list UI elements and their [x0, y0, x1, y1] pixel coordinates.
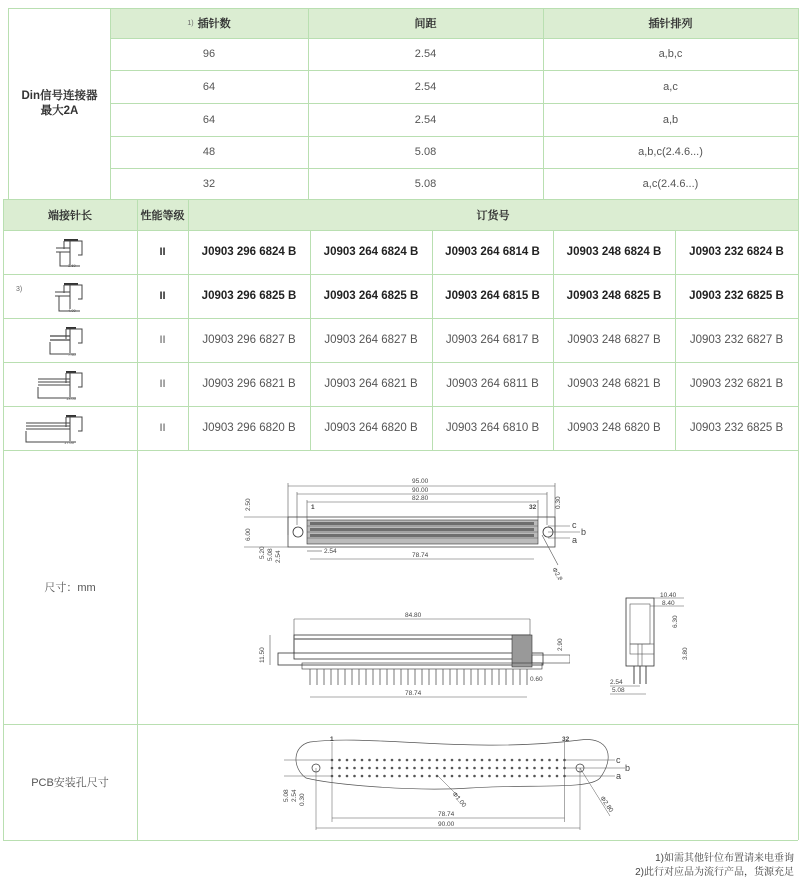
order-code[interactable]: J0903 264 6810 B: [445, 422, 540, 434]
arrangement-cell: a,c(2.4.6...): [642, 177, 699, 190]
order-code[interactable]: J0903 264 6827 B: [324, 334, 418, 346]
connector-end-view-icon: [600, 588, 700, 698]
order-code[interactable]: J0903 264 6811 B: [446, 378, 539, 390]
svg-text:4.00: 4.00: [68, 308, 76, 313]
pitch-cell: 2.54: [414, 80, 437, 93]
performance-class: II: [159, 378, 166, 390]
svg-text:11.50: 11.50: [259, 647, 266, 663]
order-code[interactable]: J0903 264 6821 B: [324, 378, 418, 390]
order-code[interactable]: J0903 264 6817 B: [445, 334, 540, 346]
order-code[interactable]: J0903 232 6825 B: [689, 422, 784, 434]
svg-text:90.00: 90.00: [412, 487, 429, 494]
footnote-ref-3: 3): [16, 286, 23, 293]
order-code[interactable]: J0903 248 6825 B: [566, 290, 662, 302]
performance-class: II: [159, 290, 166, 302]
pin-length-diagram: [50, 280, 100, 314]
connector-type-label: [9, 8, 110, 199]
pin-count-cell: 32: [202, 177, 216, 190]
pcb-hole-layout-icon: [270, 728, 640, 836]
svg-text:78.74: 78.74: [438, 811, 455, 818]
dimensions-label: 尺寸：mm: [44, 582, 96, 594]
pin-count-cell: 64: [202, 80, 216, 93]
svg-text:1: 1: [311, 504, 315, 511]
svg-text:2.54: 2.54: [324, 548, 337, 555]
order-code[interactable]: J0903 296 6827 B: [202, 334, 296, 346]
arrangement-cell: a,b,c(2.4.6...): [638, 146, 703, 158]
footnote-2: 2)此行对应品为流行产品，货源充足: [635, 867, 794, 878]
svg-text:6.00: 6.00: [245, 528, 252, 541]
header-performance-class: 性能等级: [140, 209, 185, 222]
order-code[interactable]: J0903 248 6827 B: [567, 334, 661, 346]
pitch-cell: 2.54: [414, 48, 437, 60]
pcb-label: PCB安装孔尺寸: [31, 777, 109, 789]
arrangement-cell: a,b: [662, 113, 679, 126]
svg-text:17.00: 17.00: [64, 440, 75, 445]
svg-text:2.54: 2.54: [291, 789, 298, 802]
pin-length-diagram: [46, 324, 100, 358]
side-view-drawing: [250, 605, 570, 705]
order-code[interactable]: J0903 296 6825 B: [201, 290, 297, 302]
svg-text:2.50: 2.50: [245, 498, 252, 511]
svg-text:82.80: 82.80: [412, 495, 429, 502]
svg-text:32: 32: [562, 736, 570, 743]
svg-text:0.30: 0.30: [299, 793, 306, 806]
svg-text:3.60: 3.60: [68, 263, 76, 268]
order-code[interactable]: J0903 264 6820 B: [324, 422, 418, 434]
order-code[interactable]: J0903 232 6825 B: [689, 290, 784, 302]
performance-class: II: [159, 422, 166, 434]
pin-count-cell: 64: [202, 113, 216, 126]
pin-count-cell: 96: [202, 48, 216, 60]
terminal-pin-icon: [46, 324, 100, 358]
svg-text:2.90: 2.90: [557, 638, 564, 651]
front-view-drawing: [240, 465, 590, 580]
connector-type-line1: Din信号连接器: [21, 89, 98, 102]
terminal-pin-icon: [50, 236, 100, 270]
svg-text:6.30: 6.30: [672, 615, 679, 628]
svg-text:2.54: 2.54: [275, 550, 282, 563]
pcb-drawing: [270, 728, 640, 836]
svg-text:84.80: 84.80: [405, 612, 422, 619]
footnote-1: 1)如需其他针位布置请来电垂询: [655, 853, 794, 864]
svg-text:5.08: 5.08: [267, 548, 274, 561]
connector-front-view-icon: [240, 465, 590, 580]
terminal-pin-icon: [36, 368, 100, 402]
svg-text:78.74: 78.74: [405, 690, 422, 697]
order-code[interactable]: J0903 232 6827 B: [689, 334, 784, 346]
order-code[interactable]: J0903 248 6824 B: [566, 246, 662, 258]
connector-type-line2: 最大2A: [40, 104, 79, 117]
connector-side-view-icon: [250, 605, 570, 705]
svg-text:95.00: 95.00: [412, 478, 429, 485]
svg-text:7.40: 7.40: [68, 352, 76, 357]
end-view-drawing: [600, 588, 700, 698]
header-order-number: 订货号: [476, 209, 510, 222]
svg-text:5.08: 5.08: [283, 789, 290, 802]
svg-text:5.20: 5.20: [259, 546, 266, 559]
order-code[interactable]: J0903 248 6820 B: [567, 422, 661, 434]
order-code[interactable]: J0903 248 6821 B: [567, 378, 661, 390]
svg-text:78.74: 78.74: [412, 552, 429, 559]
svg-text:Φ2.80: Φ2.80: [598, 795, 615, 814]
pin-length-diagram: [24, 412, 100, 446]
order-code[interactable]: J0903 296 6820 B: [202, 422, 296, 434]
svg-text:13.00: 13.00: [66, 396, 77, 401]
header-pitch: 间距: [414, 18, 437, 30]
svg-text:c: c: [572, 520, 577, 530]
order-code[interactable]: J0903 232 6824 B: [689, 246, 784, 258]
performance-class: II: [159, 334, 166, 346]
svg-text:a: a: [616, 771, 622, 781]
order-code[interactable]: J0903 264 6815 B: [445, 290, 540, 302]
terminal-pin-icon: [24, 412, 100, 446]
svg-text:5.08: 5.08: [612, 687, 625, 694]
svg-text:a: a: [572, 535, 578, 545]
header-pin-count: 1) 插针数: [187, 18, 231, 30]
svg-text:b: b: [625, 763, 631, 773]
arrangement-cell: a,b,c: [658, 48, 683, 60]
pitch-cell: 2.54: [414, 113, 437, 126]
svg-text:1: 1: [330, 736, 334, 743]
svg-text:3.80: 3.80: [682, 647, 689, 660]
terminal-pin-icon: [50, 280, 100, 314]
footnote-ref-1: 1): [187, 19, 194, 27]
order-code[interactable]: J0903 296 6824 B: [201, 246, 297, 258]
pin-length-diagram: [50, 236, 100, 270]
svg-text:c: c: [616, 755, 621, 765]
svg-text:Φ2.80: Φ2.80: [550, 566, 566, 580]
arrangement-cell: a,c: [663, 80, 678, 93]
svg-text:0.60: 0.60: [530, 676, 543, 683]
svg-text:32: 32: [529, 504, 537, 511]
order-code[interactable]: J0903 264 6824 B: [323, 246, 419, 258]
header-pin-length: 端接针长: [48, 209, 92, 222]
order-code[interactable]: J0903 296 6821 B: [202, 378, 296, 390]
pin-length-diagram: [36, 368, 100, 402]
svg-text:10.40: 10.40: [660, 592, 677, 599]
order-code[interactable]: J0903 232 6821 B: [689, 378, 784, 390]
svg-text:90.00: 90.00: [438, 821, 455, 828]
header-arrangement: 插针排列: [648, 18, 693, 30]
svg-text:b: b: [581, 527, 587, 537]
svg-text:2.54: 2.54: [610, 679, 623, 686]
pitch-cell: 5.08: [414, 146, 437, 158]
order-code[interactable]: J0903 264 6814 B: [445, 246, 540, 258]
svg-text:8.40: 8.40: [662, 600, 675, 607]
svg-text:Φ1.00: Φ1.00: [450, 790, 468, 809]
svg-text:0.30: 0.30: [555, 496, 562, 509]
performance-class: II: [159, 246, 166, 258]
pitch-cell: 5.08: [414, 177, 437, 190]
pin-count-cell: 48: [202, 146, 216, 158]
order-code[interactable]: J0903 264 6825 B: [323, 290, 419, 302]
